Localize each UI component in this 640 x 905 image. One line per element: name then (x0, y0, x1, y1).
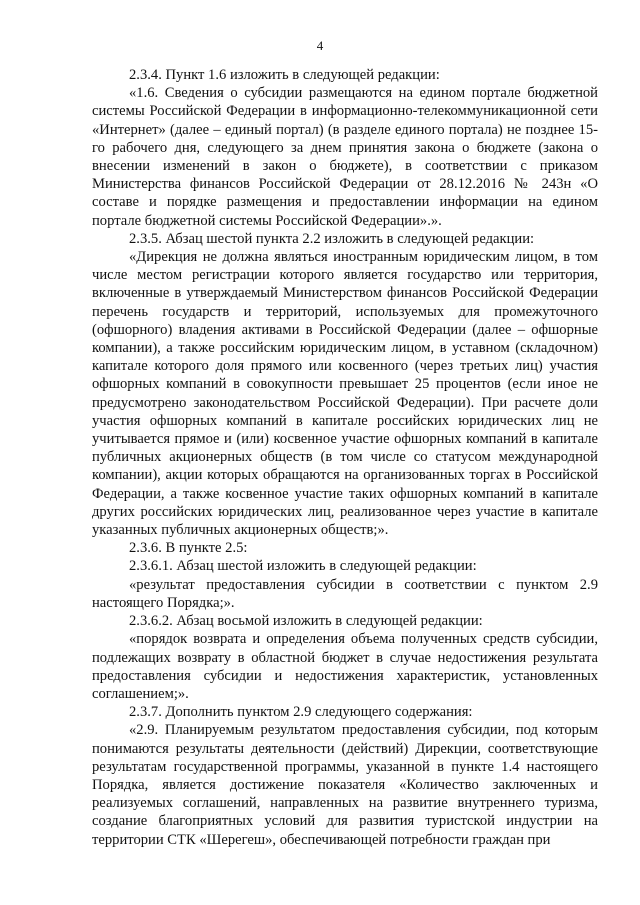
paragraph-2-3-6-2: 2.3.6.2. Абзац восьмой изложить в следующей редакции: (129, 613, 483, 630)
page-number: 4 (316, 38, 324, 53)
paragraph-2-3-4: 2.3.4. Пункт 1.6 изложить в следующей редакции: (129, 67, 440, 83)
paragraph-2-3-5: 2.3.5. Абзац шестой пункта 2.2 изложить в следующей редакции: (129, 230, 535, 247)
paragraph-2-5-abzac-6-text: «результат предоставления субсидии в соответствии с пунктом 2.9 настоящего Порядка;». (92, 576, 598, 611)
paragraph-2-3-7: 2.3.7. Дополнить пунктом 2.9 следующего содержания: (129, 704, 473, 721)
paragraph-2-3-6-1: 2.3.6.1. Абзац шестой изложить в следующей редакции: (129, 558, 477, 575)
paragraph-2-3-6: 2.3.6. В пункте 2.5: (129, 540, 248, 557)
paragraph-2-2-text: «Дирекция не должна являться иностранным юридическим лицом, в том числе местом регистрации которого является государство или территория, включенные в утверждаемый Министерством финансов Российской Федерации перечень государств и территорий, используемых для промежуточного (офшорного) владения активами в Российской Федерации (далее – офшорные компании), а также российским юридическим лицом, в уставном (складочном) капитале которого доля прямого или косвенного (через третьих лиц) участия офшорных компаний в совокупности превышает 25 процентов (если иное не предусмотрено законодательством Российской Федерации). При расчете доли участия офшорных компаний в капитале российских юридических лиц не учитывается прямое и (или) косвенное участие офшорных компаний в капитале публичных акционерных обществ (в том числе со статусом международной компании), акции которых обращаются на организованных торгах в Российской Федерации, а также косвенное участие таких офшорных компаний в капитале других российских юридических лиц, реализованное через участие в капитале указанных публичных акционерных обществ;». (92, 249, 598, 539)
document-body (92, 66, 598, 849)
paragraph-2-5-abzac-8-text: «порядок возврата и определения объема полученных средств субсидии, подлежащих возврату в областной бюджет в случае недостижения результата предоставления субсидии и недостижения характеристик, установленных соглашением;». (92, 631, 598, 702)
paragraph-2-9-text: «2.9. Планируемым результатом предоставления субсидии, под которым понимаются результаты деятельности (действий) Дирекции, соответствующие результатам государственной программы, указанной в пункте 1.4 настоящего Порядка, является достижение показателя «Количество заключенных и реализуемых соглашений, направленных на развитие внутреннего туризма, создание благоприятных условий для развития туристской индустрии на территории СТК «Шерегеш», обеспечивающей потребности граждан при (92, 722, 598, 848)
paragraph-1-6-text: «1.6. Сведения о субсидии размещаются на едином портале бюджетной системы Российской Федерации в информационно-телекоммуникационной сети «Интернет» (далее – единый портал) (в разделе единого портала) не позднее 15-го рабочего дня, следующего за днем принятия закона о бюджете (закона о внесении изменений в закон о бюджете), в соответствии с приказом Министерства финансов Российской Федерации от 28.12.2016 № 243н «О составе и порядке размещения и предоставлении информации на едином портале бюджетной системы Российской Федерации».». (92, 85, 598, 229)
